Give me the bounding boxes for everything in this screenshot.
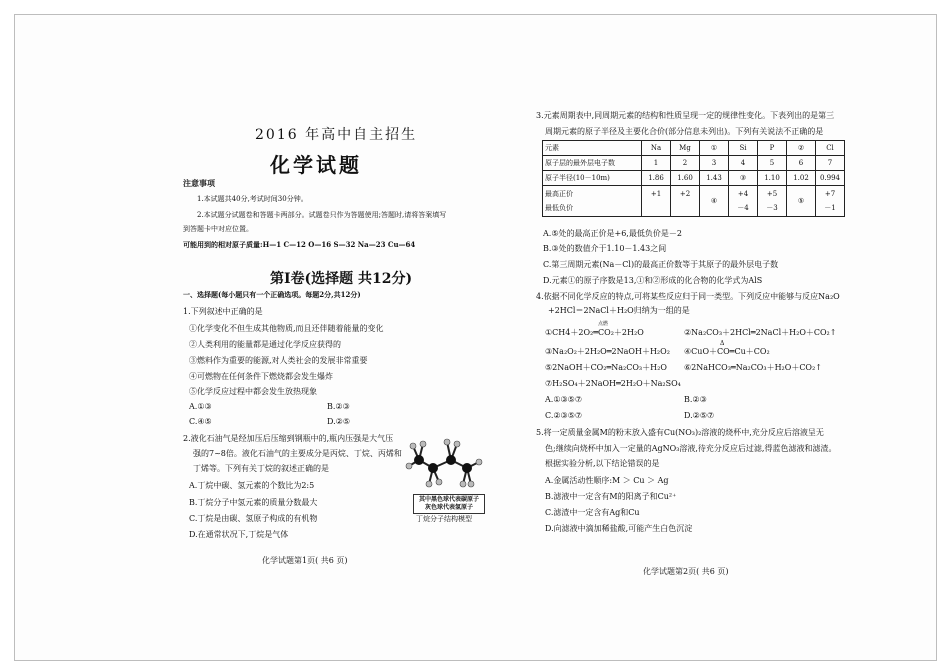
table-cell: 1.10 [758,171,787,186]
q1-statement-5: ⑤化学反应过程中都会发生放热现象 [189,387,317,396]
header-cell: Si [729,141,758,156]
carbon-atom [446,455,456,465]
section-title: 第Ⅰ卷(选择题 共12分) [270,271,413,287]
section-intro: 一、选择题(每小题只有一个正确选项。每题2分,共12分) [183,290,361,299]
table-row [543,171,845,186]
table-cell: 原子层的最外层电子数 [543,156,642,171]
header-cell: Na [642,141,671,156]
table-cell: 3 [700,156,729,171]
reaction-6: ⑥2NaHCO₃═Na₂CO₃＋H₂O＋CO₂↑ [684,363,822,372]
exam-subject-title: 化学试题 [270,153,362,177]
page-2-footer: 化学试题第2页( 共6 页) [643,567,729,576]
table-cell: 1.60 [671,171,700,186]
q4-option-b: B.②③ [684,395,707,404]
reaction-7: ⑦H₂SO₄＋2NaOH═2H₂O＋Na₂SO₄ [545,379,681,388]
hydrogen-atom [410,443,416,449]
reaction-2: ②Na₂CO₃＋2HCl═2NaCl＋H₂O＋CO₂↑ [684,328,837,337]
table-cell: 2 [671,156,700,171]
q3-option-d: D.元素①的原子序数是13,①和②形成的化合物的化学式为AlS [543,276,763,285]
q5-stem-3: 根据实验分析,以下结论错误的是 [545,459,660,468]
q2-option-c: C.丁烷是由碳、氢原子构成的有机物 [189,514,318,523]
hydrogen-atom [444,439,450,445]
q1-option-a: A.①③ [189,402,212,411]
hydrogen-atom [426,481,432,487]
reaction-1: ①CH4＋2O₂═CO₂＋2H₂O [545,328,644,337]
table-cell: ⑤ [787,186,816,217]
table-row [543,156,845,171]
table-header-row [543,141,845,156]
q1-option-b: B.②③ [327,402,350,411]
q2-stem-3: 丁烯等。下列有关丁烷的叙述正确的是 [193,464,329,473]
hydrogen-atom [406,463,412,469]
valence-low-label: 最低负价 [545,204,573,212]
q5-option-c: C.滤渣中一定含有Ag和Cu [545,508,640,517]
q3-stem-2: 周期元素的原子半径及主要化合价(部分信息未列出)。下列有关说法不正确的是 [545,127,824,136]
exam-year-title: 2016 年高中自主招生 [255,127,418,143]
table-cell: 4 [729,156,758,171]
ignite-condition: 点燃 [598,321,609,327]
valence-high-label: 最高正价 [545,190,573,198]
q5-stem-1: 5.将一定质量金属M的粉末放入盛有Cu(NO₃)₂溶液的烧杯中,充分反应后溶液呈无 [536,428,824,437]
q3-option-b: B.③处的数值介于1.10－1.43之间 [543,244,667,253]
notes-heading: 注意事项 [183,178,215,188]
atomic-masses: 可能用到的相对原子质量:H—1 C—12 O—16 S—32 Na—23 Cu—64 [183,240,416,249]
table-cell: 0.994 [816,171,845,186]
table-cell: 1 [642,156,671,171]
q1-statement-4: ④可燃物在任何条件下燃烧都会发生爆炸 [189,372,333,381]
q3-option-a: A.⑤处的最高正价是+6,最低负价是－2 [543,229,682,238]
q5-option-d: D.向滤液中滴加稀盐酸,可能产生白色沉淀 [545,524,693,533]
q1-option-d: D.②⑤ [327,417,351,426]
q4-option-a: A.①③⑤⑦ [545,395,583,404]
table-cell: +7 －1 [816,186,845,217]
reaction-3: ③Na₂O₂＋2H₂O═2NaOH＋H₂O₂ [545,347,670,356]
q4-stem-1: 4.依据不同化学反应的特点,可将某些反应归于同一类型。下列反应中能够与反应Na₂O [536,292,840,301]
q5-option-b: B.滤液中一定含有M的阳离子和Cu²⁺ [545,492,677,501]
q2-option-d: D.在通常状况下,丁烷是气体 [189,530,289,539]
header-cell: ② [787,141,816,156]
q2-stem-1: 2.液化石油气是经加压后压缩到钢瓶中的,瓶内压强是大气压 [183,434,394,443]
table-cell: 1.02 [787,171,816,186]
reaction-5: ⑤2NaOH＋CO₂═Na₂CO₃＋H₂O [545,363,667,372]
q5-option-a: A.金属活动性顺序:M ＞ Cu ＞ Ag [545,476,669,485]
table-cell: 原子半径(10－10m) [543,171,642,186]
q5-stem-2: 色;继续向烧杯中加入一定量的AgNO₃溶液,待充分反应后过滤,得蓝色滤液和滤渣。 [545,444,837,453]
q3-stem-1: 3.元素周期表中,同周期元素的结构和性质呈现一定的规律性变化。下表列出的是第三 [536,111,835,120]
header-cell: Mg [671,141,700,156]
figure-caption: 丁烷分子结构模型 [416,515,472,523]
table-cell: +4 －4 [729,186,758,217]
table-cell: 1.43 [700,171,729,186]
hydrogen-atom [476,459,482,465]
page-1-footer: 化学试题第1页( 共6 页) [262,556,348,565]
q2-option-a: A.丁烷中碳、氢元素的个数比为2:5 [189,481,315,490]
heat-condition: Δ [720,340,725,347]
q1-option-c: C.④⑤ [189,417,212,426]
periodic-data-table [542,140,845,217]
q1-statement-2: ②人类利用的能量都是通过化学反应获得的 [189,340,341,349]
q1-stem: 1.下列叙述中正确的是 [183,307,263,316]
table-cell: +1 [642,186,671,217]
hydrogen-atom [454,441,460,447]
q3-option-c: C.第三周期元素(Na－Cl)的最高正价数等于其原子的最外层电子数 [543,260,779,269]
table-cell [543,186,642,217]
carbon-atom [462,463,472,473]
note-2: 2.本试题分试题卷和答题卡两部分。试题卷只作为答题使用;答题时,请将答案填写 [197,211,447,219]
q4-option-d: D.②⑤⑦ [684,411,715,420]
q4-option-c: C.②③⑤⑦ [545,411,583,420]
table-cell: 5 [758,156,787,171]
table-cell: 7 [816,156,845,171]
table-cell: ③ [729,171,758,186]
table-cell: 1.86 [642,171,671,186]
carbon-atom [414,455,424,465]
table-cell: +5 －3 [758,186,787,217]
hydrogen-atom [460,481,466,487]
figure-legend-note: 其中黑色球代表碳原子 灰色球代表氢原子 [413,494,485,514]
reaction-4: ④CuO＋CO═Cu＋CO₂ [684,347,770,356]
header-cell: ① [700,141,729,156]
carbon-atom [428,463,438,473]
hydrogen-atom [436,479,442,485]
table-cell: +2 [671,186,700,217]
hydrogen-atom [420,441,426,447]
butane-model-figure [405,432,485,494]
note-3: 到答题卡中对应位置。 [183,225,253,233]
header-cell: 元素 [543,141,642,156]
q2-stem-2: 强的7~8倍。液化石油气的主要成分是丙烷、丁烷、丙烯和 [193,449,402,458]
q2-option-b: B.丁烷分子中氢元素的质量分数最大 [189,498,318,507]
hydrogen-atom [468,481,474,487]
q1-statement-3: ③燃料作为重要的能源,对人类社会的发展非常重要 [189,356,368,365]
table-cell: 6 [787,156,816,171]
table-cell: ④ [700,186,729,217]
table-row [543,186,845,217]
note-1: 1.本试题共40分,考试时间30分钟。 [197,195,308,203]
header-cell: Cl [816,141,845,156]
q1-statement-1: ①化学变化不但生成其他物质,而且还伴随着能量的变化 [189,324,384,333]
q4-stem-2: +2HCl＝2NaCl＋H₂O归纳为一组的是 [548,306,690,315]
header-cell: P [758,141,787,156]
